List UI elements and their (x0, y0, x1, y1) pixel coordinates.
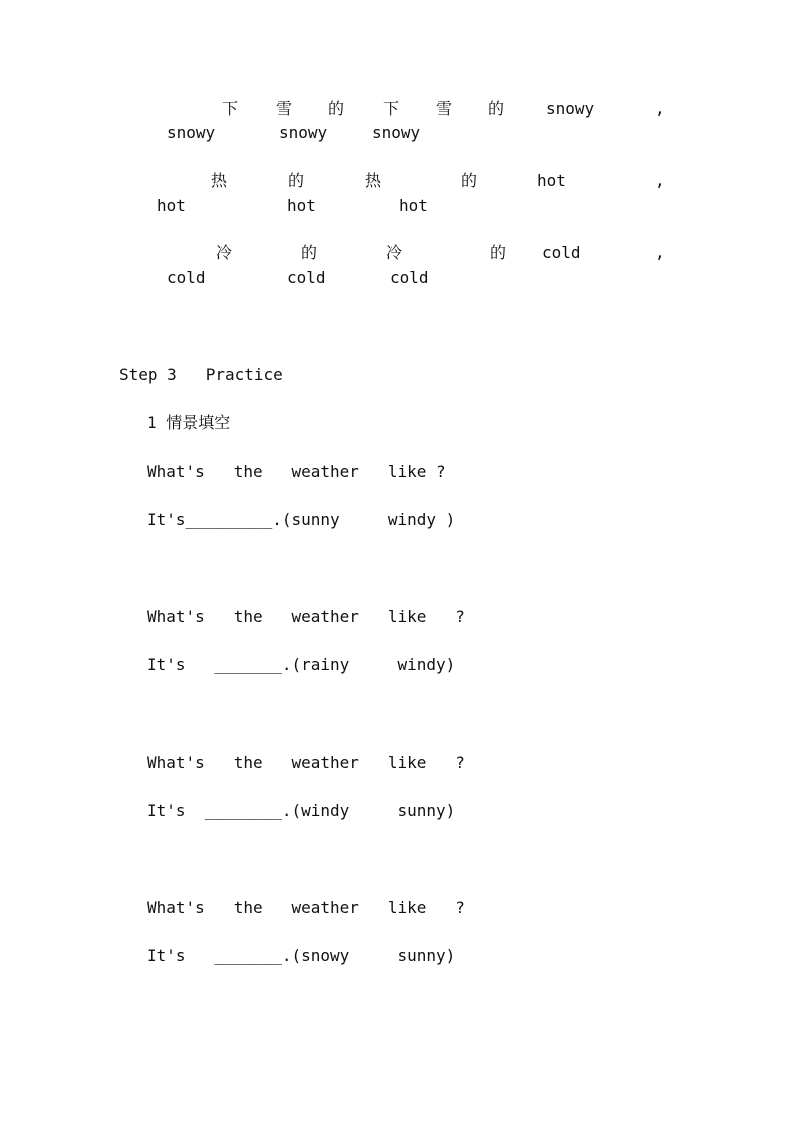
exercise-1-answer: It's_________.(sunny windy ) (147, 510, 456, 529)
vocab-snowy-word-3: 的 (328, 99, 345, 118)
vocab-cold-word-5: cold (542, 243, 581, 262)
exercise-4-answer: It's _______.(snowy sunny) (147, 946, 456, 965)
exercise-2-answer: It's _______.(rainy windy) (147, 655, 456, 674)
vocab-hot-repeat-1: hot (157, 196, 186, 215)
vocab-hot-comma: , (655, 171, 665, 190)
vocab-snowy-repeat-1: snowy (167, 123, 216, 142)
vocab-hot-word-1: 热 (211, 171, 228, 190)
vocab-snowy-word-5: 雪 (436, 99, 453, 118)
exercise-2-question: What's the weather like ? (147, 607, 465, 626)
exercise-1-question: What's the weather like ? (147, 462, 446, 481)
vocab-snowy-word-2: 雪 (276, 99, 293, 118)
vocab-cold-word-3: 冷 (386, 243, 403, 262)
vocab-cold-repeat-1: cold (167, 268, 206, 287)
vocab-snowy-word-7: snowy (546, 99, 595, 118)
exercise-heading: 1 情景填空 (147, 413, 231, 432)
vocab-snowy-repeat-2: snowy (279, 123, 328, 142)
exercise-3-answer: It's ________.(windy sunny) (147, 801, 456, 820)
vocab-hot-word-5: hot (537, 171, 566, 190)
vocab-hot-repeat-3: hot (399, 196, 428, 215)
vocab-cold-comma: , (655, 243, 665, 262)
vocab-cold-word-2: 的 (301, 243, 318, 262)
exercise-3-question: What's the weather like ? (147, 753, 465, 772)
vocab-hot-word-2: 的 (288, 171, 305, 190)
vocab-cold-word-4: 的 (490, 243, 507, 262)
vocab-hot-word-3: 热 (365, 171, 382, 190)
vocab-cold-repeat-2: cold (287, 268, 326, 287)
exercise-4-question: What's the weather like ? (147, 898, 465, 917)
vocab-snowy-comma: , (655, 99, 665, 118)
vocab-snowy-word-6: 的 (488, 99, 505, 118)
vocab-cold-repeat-3: cold (390, 268, 429, 287)
section-heading: Step 3 Practice (119, 365, 283, 384)
vocab-snowy-word-4: 下 (383, 99, 400, 118)
vocab-cold-word-1: 冷 (216, 243, 233, 262)
vocab-snowy-word-1: 下 (222, 99, 239, 118)
vocab-hot-word-4: 的 (461, 171, 478, 190)
vocab-snowy-repeat-3: snowy (372, 123, 421, 142)
vocab-hot-repeat-2: hot (287, 196, 316, 215)
